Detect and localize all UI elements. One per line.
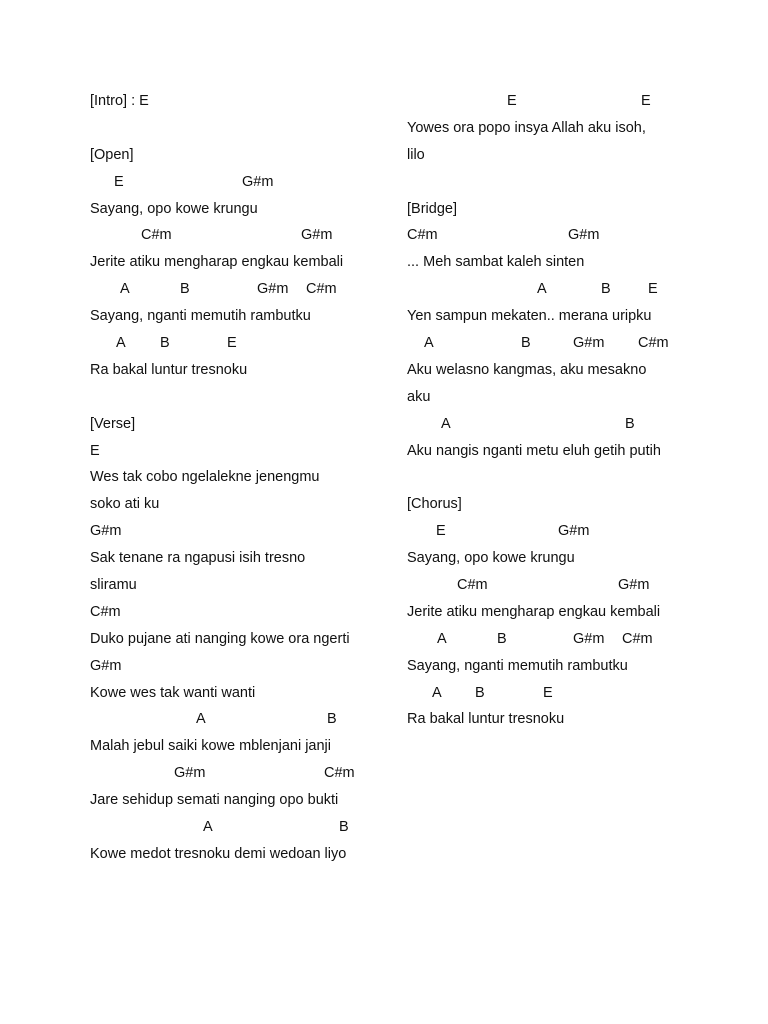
lyric-line: Kowe wes tak wanti wanti xyxy=(90,684,256,701)
chord-label: G#m xyxy=(573,335,605,352)
blank-line xyxy=(407,464,707,491)
chord-label: G#m xyxy=(618,577,650,594)
lyric-line: E xyxy=(90,442,100,459)
chord-label: G#m xyxy=(257,281,289,298)
chord-label: E xyxy=(114,173,124,190)
chord-row xyxy=(90,169,390,196)
chord-label: B xyxy=(160,335,170,352)
chord-label: G#m xyxy=(174,765,206,782)
chord-label: E xyxy=(507,93,517,109)
lyric-line: soko ati ku xyxy=(90,496,160,513)
lyric-line: G#m xyxy=(90,523,122,540)
lyric-line: [Bridge] xyxy=(407,200,457,217)
chord-label: G#m xyxy=(568,227,600,244)
lyric-line: Jerite atiku mengharap engkau kembali xyxy=(90,254,344,271)
chord-row xyxy=(90,276,390,303)
chord-label: A xyxy=(196,711,206,728)
chord-label: B xyxy=(327,711,337,728)
chord-label: A xyxy=(120,281,130,298)
lyric-line: aku xyxy=(407,388,431,405)
chord-row xyxy=(90,814,390,841)
lyric-line: sliramu xyxy=(90,577,137,594)
chord-label: C#m xyxy=(622,630,653,647)
chord-row xyxy=(407,518,707,545)
lyric-line: Yowes ora popo insya Allah aku isoh, xyxy=(407,119,646,136)
chord-label: C#m xyxy=(141,227,172,244)
chord-label: C#m xyxy=(407,227,438,244)
right-column xyxy=(407,88,707,733)
lyric-line: Yen sampun mekaten.. merana uripku xyxy=(407,308,652,325)
blank-line xyxy=(90,384,390,411)
chord-label: C#m xyxy=(324,765,355,782)
lyric-line: lilo xyxy=(407,146,425,163)
lyric-line: Sayang, opo kowe krungu xyxy=(407,550,575,567)
chord-row xyxy=(90,330,390,357)
chord-label: E xyxy=(641,93,651,109)
chord-row xyxy=(407,330,707,357)
chord-row xyxy=(407,572,707,599)
chord-label: C#m xyxy=(457,577,488,594)
chord-row xyxy=(407,88,707,115)
chord-label: G#m xyxy=(573,630,605,647)
chord-label: G#m xyxy=(558,523,590,540)
chord-label: A xyxy=(441,415,451,432)
chord-label: B xyxy=(601,281,611,298)
lyric-line: [Intro] : E xyxy=(90,93,149,109)
lyric-line: Sayang, nganti memutih rambutku xyxy=(90,308,311,325)
chord-label: E xyxy=(227,335,237,352)
chord-row xyxy=(407,222,707,249)
chord-row xyxy=(407,626,707,653)
lyric-line: Aku nangis nganti metu eluh getih putih xyxy=(407,442,661,459)
chord-label: G#m xyxy=(242,173,274,190)
chord-row xyxy=(90,706,390,733)
chord-label: A xyxy=(203,819,213,836)
lyric-line: Kowe medot tresnoku demi wedoan liyo xyxy=(90,845,347,862)
chord-row xyxy=(407,276,707,303)
chord-label: A xyxy=(116,335,126,352)
blank-line xyxy=(407,169,707,196)
chord-row xyxy=(407,411,707,438)
chord-label: B xyxy=(180,281,190,298)
chord-row xyxy=(90,222,390,249)
chord-row xyxy=(407,680,707,707)
chord-label: E xyxy=(543,684,553,701)
chord-label: B xyxy=(339,819,349,836)
lyric-line: Malah jebul saiki kowe mblenjani janji xyxy=(90,738,331,755)
chord-label: B xyxy=(497,630,507,647)
lyric-line: [Open] xyxy=(90,146,134,163)
left-column xyxy=(90,88,390,868)
chord-label: C#m xyxy=(306,281,337,298)
lyric-line: Jerite atiku mengharap engkau kembali xyxy=(407,603,661,620)
blank-line xyxy=(90,115,390,142)
chord-label: B xyxy=(625,415,635,432)
chord-label: A xyxy=(424,335,434,352)
lyric-line: Ra bakal luntur tresnoku xyxy=(90,361,248,378)
lyric-line: Sak tenane ra ngapusi isih tresno xyxy=(90,550,306,567)
chord-label: A xyxy=(437,630,447,647)
lyric-line: [Verse] xyxy=(90,415,136,432)
lyric-line: C#m xyxy=(90,603,121,620)
lyric-line: Sayang, nganti memutih rambutku xyxy=(407,657,628,674)
chord-label: G#m xyxy=(301,227,333,244)
lyric-line: [Chorus] xyxy=(407,496,462,513)
lyric-line: ... Meh sambat kaleh sinten xyxy=(407,254,585,271)
chord-label: E xyxy=(436,523,446,540)
lyric-line: Jare sehidup semati nanging opo bukti xyxy=(90,792,339,809)
chord-label: C#m xyxy=(638,335,669,352)
chord-row xyxy=(90,760,390,787)
chord-label: E xyxy=(648,281,658,298)
lyric-line: Ra bakal luntur tresnoku xyxy=(407,711,565,728)
chord-label: A xyxy=(432,684,442,701)
lyric-line: Wes tak cobo ngelalekne jenengmu xyxy=(90,469,320,486)
lyric-line: Aku welasno kangmas, aku mesakno xyxy=(407,361,647,378)
lyric-line: Sayang, opo kowe krungu xyxy=(90,200,258,217)
lyric-line: Duko pujane ati nanging kowe ora ngerti xyxy=(90,630,350,647)
chord-label: B xyxy=(521,335,531,352)
chord-label: B xyxy=(475,684,485,701)
chord-label: A xyxy=(537,281,547,298)
lyric-line: G#m xyxy=(90,657,122,674)
